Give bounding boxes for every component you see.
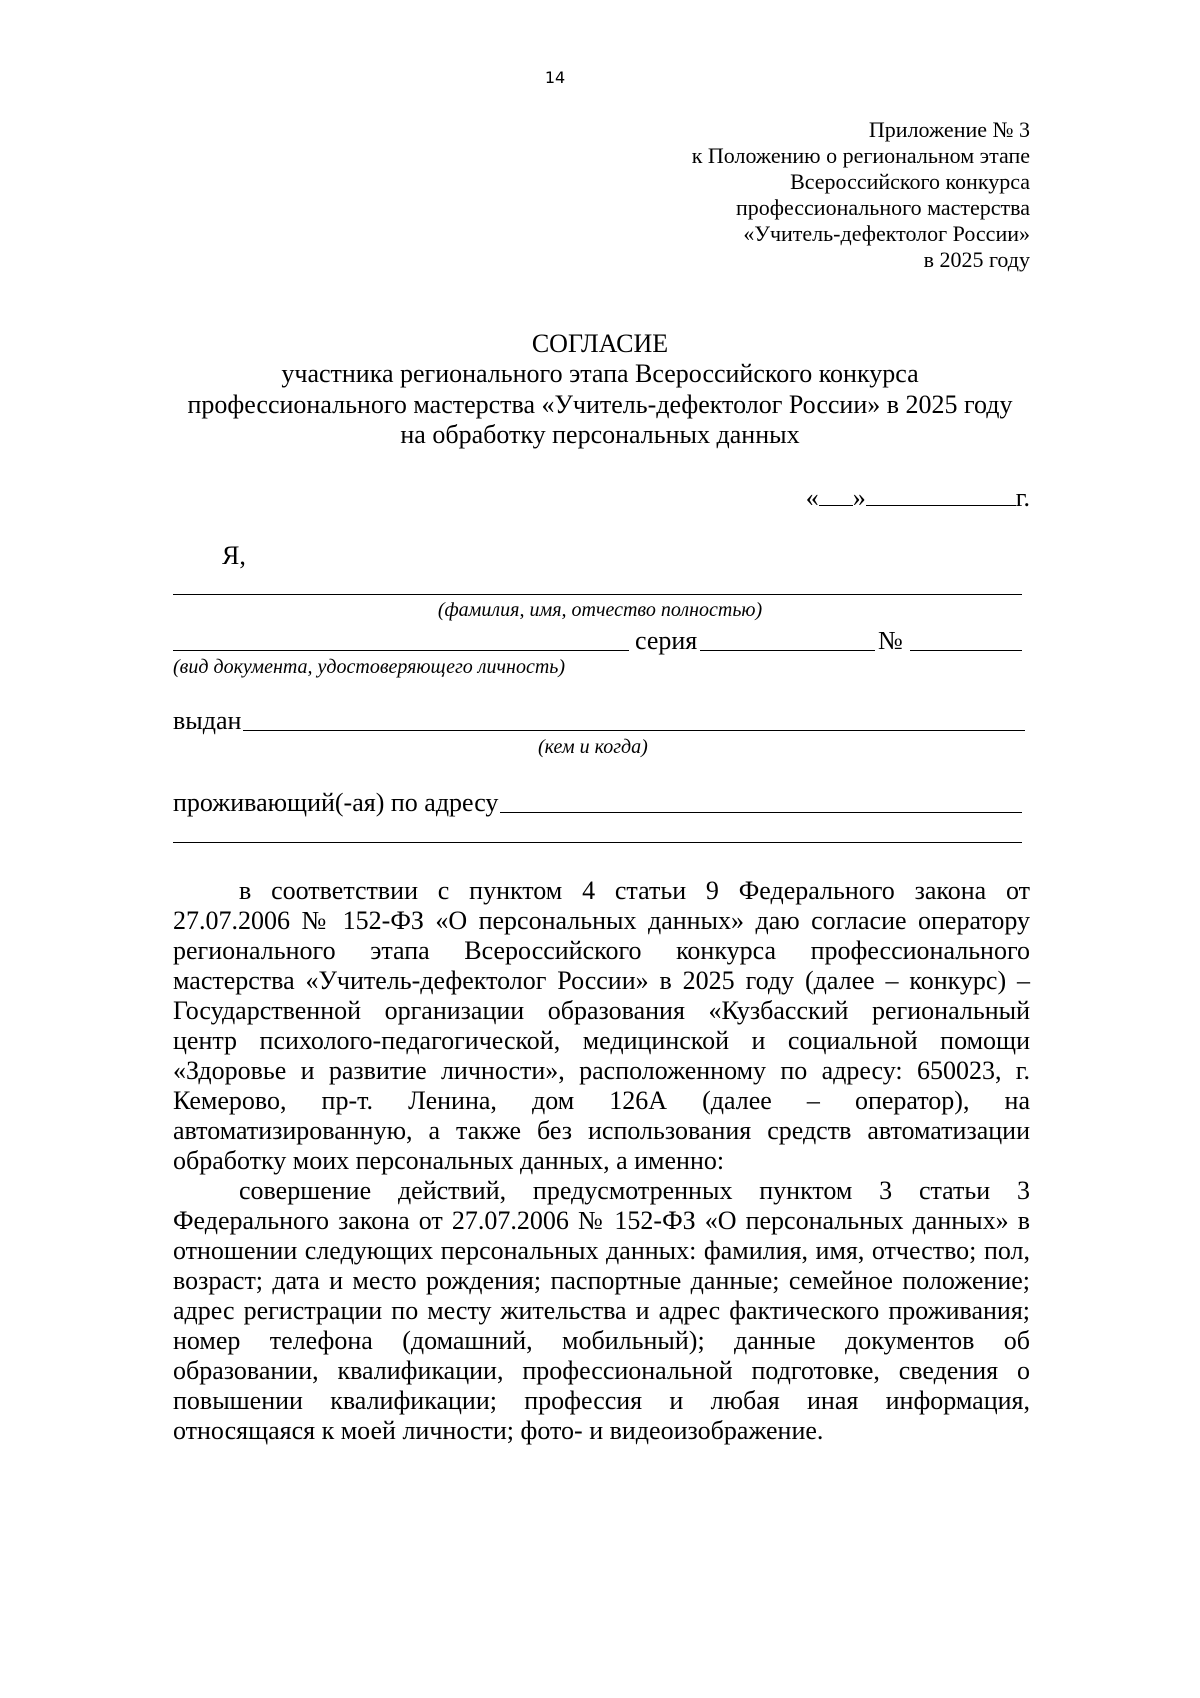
consent-body bbox=[173, 876, 1030, 1446]
consent-paragraph: в соответствии с пунктом 4 статьи 9 Федерального закона от 27.07.2006 № 152-ФЗ «О персональных данных» даю согласие оператору регионального этапа Всероссийского конкурса профессионального мастерства «Учитель-дефектолог России» в 2025 году (далее – конкурс) – Государственной организации образования «Кузбасский региональный центр психолого-педагогической, медицинской и социальной помощи «Здоровье и развитие личности», расположенному по адресу: 650023, г. Кемерово, пр-т. Ленина, дом 126А (далее – оператор), на автоматизированную, а также без использования средств автоматизации обработку моих персональных данных, а именно: bbox=[173, 876, 1030, 1175]
appendix-header bbox=[470, 117, 1030, 273]
month-blank[interactable] bbox=[866, 481, 1016, 506]
issued-label: выдан bbox=[173, 706, 242, 735]
series-blank[interactable] bbox=[700, 650, 875, 651]
ya-label: Я, bbox=[222, 541, 246, 570]
appendix-line: профессионального мастерства bbox=[735, 195, 1030, 220]
document-title: СОГЛАСИЕ bbox=[531, 329, 669, 358]
day-blank[interactable] bbox=[819, 481, 853, 506]
date-open-quote: « bbox=[805, 483, 819, 512]
address-blank-continued[interactable] bbox=[173, 842, 1022, 843]
appendix-line: к Положению о региональном этапе bbox=[691, 143, 1030, 168]
document-subtitle-line: профессионального мастерства «Учитель-дефектолог России» в 2025 году bbox=[187, 390, 1013, 419]
appendix-line: в 2025 году bbox=[923, 247, 1030, 272]
fio-blank[interactable] bbox=[173, 594, 1022, 595]
appendix-line: «Учитель-дефектолог России» bbox=[743, 221, 1030, 246]
fio-hint: (фамилия, имя, отчество полностью) bbox=[437, 599, 763, 621]
document-subtitle-line: участника регионального этапа Всероссийского конкурса bbox=[281, 359, 919, 388]
year-suffix: г. bbox=[1015, 483, 1030, 512]
consent-paragraph: совершение действий, предусмотренных пунктом 3 статьи 3 Федерального закона от 27.07.2006 № 152-ФЗ «О персональных данных» в отношении следующих персональных данных: фамилия, имя, отчество; пол, возраст; дата и место рождения; паспортные данные; семейное положение; адрес регистрации по месту жительства и адрес фактического проживания; номер телефона (домашний, мобильный); данные документов об образовании, квалификации, профессиональной подготовке, сведения о повышении квалификации; профессия и любая иная информация, относящаяся к моей личности; фото- и видеоизображение. bbox=[173, 1176, 1030, 1445]
date-close-quote: » bbox=[852, 483, 866, 512]
issued-blank[interactable] bbox=[243, 730, 1025, 731]
document-type-hint: (вид документа, удостоверяющего личность) bbox=[173, 656, 566, 678]
number-label: № bbox=[878, 626, 903, 655]
address-label: проживающий(-ая) по адресу bbox=[173, 788, 499, 817]
appendix-line: Приложение № 3 bbox=[868, 117, 1030, 142]
appendix-line: Всероссийского конкурса bbox=[790, 169, 1030, 194]
page-number: 14 bbox=[544, 68, 566, 87]
address-blank[interactable] bbox=[500, 812, 1022, 813]
document-subtitle-line: на обработку персональных данных bbox=[400, 420, 800, 449]
date-field bbox=[806, 481, 1030, 513]
issued-hint: (кем и когда) bbox=[538, 736, 648, 758]
document-type-blank[interactable] bbox=[173, 650, 629, 651]
number-blank[interactable] bbox=[910, 650, 1022, 651]
series-label: серия bbox=[635, 626, 698, 655]
